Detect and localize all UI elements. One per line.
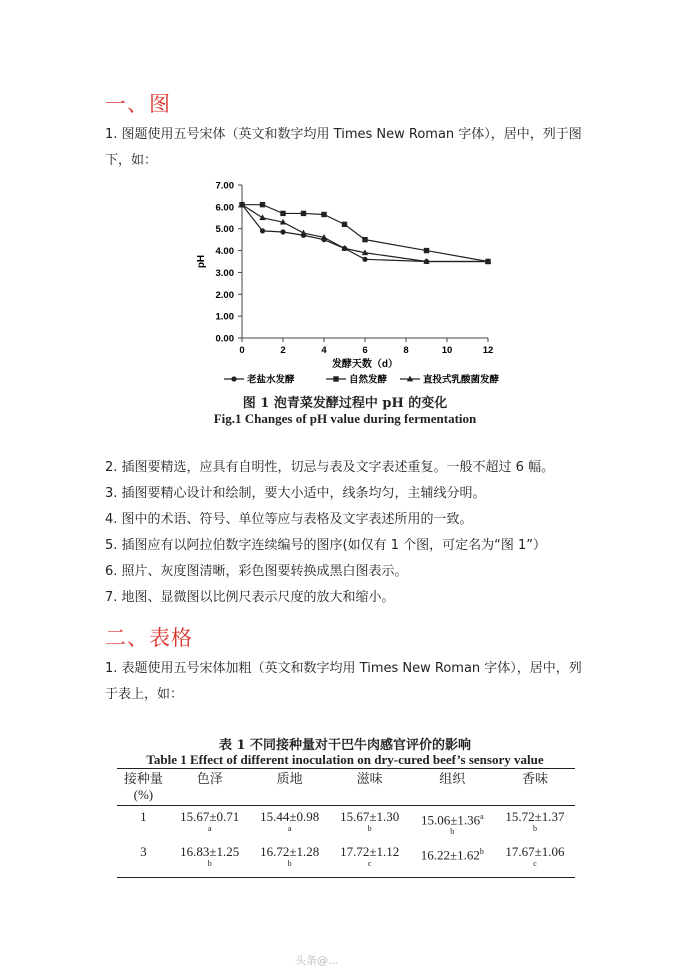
table-cell — [330, 841, 410, 877]
x-tick-label: 4 — [321, 345, 327, 356]
cell-subscript: b — [367, 824, 372, 833]
y-axis-label: pH — [196, 254, 207, 269]
table-cell — [170, 806, 250, 842]
data-point-square — [260, 202, 265, 207]
x-tick-label: 10 — [441, 345, 453, 356]
cell-value: 15.67±0.71 — [180, 809, 240, 824]
x-tick-label: 8 — [403, 345, 409, 356]
section-heading-tables: 二、表格 — [105, 626, 193, 650]
legend-label: 老盐水发酵 — [247, 374, 295, 386]
row-label: 3 — [140, 844, 147, 860]
cell-subscript: a — [207, 824, 212, 833]
figure-rule-4: 4. 图中的术语、符号、单位等应与表格及文字表述所用的一致。 — [105, 512, 473, 527]
table-cell — [495, 806, 575, 842]
table-cell — [250, 841, 330, 877]
y-tick-label: 2.00 — [215, 289, 234, 301]
row-label: 1 — [140, 809, 147, 824]
data-point-triangle — [300, 230, 306, 236]
cell-value: 15.44±0.98 — [260, 809, 320, 824]
figure-rule-6: 6. 照片、灰度图清晰，彩色图要转换成黑白图表示。 — [105, 564, 408, 579]
cell-subscript: c — [533, 859, 537, 869]
x-tick-label: 6 — [362, 345, 368, 356]
cell-value: 16.72±1.28 — [260, 844, 320, 860]
cell-value: 16.22±1.62 — [420, 847, 480, 863]
table-cell — [495, 841, 575, 877]
section-heading-figures: 一、图 — [105, 92, 171, 116]
data-point-circle — [231, 376, 236, 381]
table-row — [117, 841, 575, 877]
cell-value: 15.06±1.36 — [420, 812, 481, 828]
table-rule-1 — [105, 656, 585, 708]
data-point-square — [362, 237, 367, 242]
cell-value: 15.72±1.37 — [505, 809, 565, 824]
y-tick-label: 4.00 — [215, 246, 234, 258]
cell-subscript — [410, 863, 495, 873]
table-header-row — [117, 769, 575, 806]
y-tick-label: 6.00 — [215, 202, 234, 214]
data-point-square — [280, 211, 285, 216]
cell-subscript: b — [450, 827, 455, 837]
cell-value: 17.67±1.06 — [505, 844, 565, 860]
table-rule-1-line1: 1. 表题使用五号宋体加粗（英文和数字均用 Times New Roman 字体），居中，列 — [105, 661, 582, 676]
figure-rule-7: 7. 地图、显微图以比例尺表示尺度的放大和缩小。 — [105, 590, 395, 605]
sensory-table — [117, 768, 575, 878]
cell-subscript: b — [532, 824, 537, 833]
data-point-square — [342, 222, 347, 227]
data-point-square — [333, 376, 338, 381]
ph-line-chart — [190, 175, 520, 390]
table-row — [117, 806, 575, 842]
data-point-square — [424, 248, 429, 253]
cell-value: 15.67±1.30 — [340, 809, 400, 824]
y-tick-label: 1.00 — [215, 311, 234, 323]
figure-rule-3: 3. 插图要精心设计和绘制，要大小适中，线条均匀，主辅线分明。 — [105, 486, 486, 501]
figure-rule-1-line1: 1. 图题使用五号宋体（英文和数字均用 Times New Roman 字体），居中，列于图 — [105, 127, 582, 142]
x-tick-label: 0 — [239, 345, 245, 356]
table-cell — [330, 806, 410, 842]
data-point-square — [321, 212, 326, 217]
cell-value: 16.83±1.25 — [180, 844, 240, 860]
figure-rule-1 — [105, 122, 585, 174]
figure-rule-5: 5. 插图应有以阿拉伯数字连续编号的图序(如仅有 1 个图，可定名为“图 1”） — [105, 538, 547, 553]
data-point-square — [301, 211, 306, 216]
cell-value: 17.72±1.12 — [340, 844, 400, 860]
table-title-cn: 表 1 不同接种量对干巴牛肉感官评价的影响 — [218, 738, 472, 753]
table-title-en: Table 1 Effect of different inoculation on dry-cured beef’s sensory value — [146, 752, 544, 767]
cell-subscript: b — [207, 859, 212, 869]
y-tick-label: 3.00 — [215, 267, 234, 279]
legend-label: 自然发酵 — [349, 374, 388, 386]
y-tick-label: 7.00 — [215, 180, 234, 192]
x-tick-label: 12 — [482, 345, 494, 356]
figure-rule-1-line2: 下，如： — [105, 153, 158, 168]
figure-rules-list — [105, 455, 605, 611]
header-texture: 质地 — [276, 771, 303, 786]
x-axis-label: 发酵天数（d） — [331, 359, 399, 370]
chart-legend — [224, 374, 500, 386]
chart-ticks — [216, 181, 494, 357]
header-unit: (%) — [133, 787, 154, 802]
figure-caption-en: Fig.1 Changes of pH value during fermentation — [213, 411, 477, 426]
legend-label: 直投式乳酸菌发酵 — [423, 374, 500, 386]
cell-superscript: a — [480, 812, 484, 821]
y-tick-label: 0.00 — [215, 333, 234, 345]
table-cell — [410, 806, 495, 842]
cell-superscript: b — [479, 847, 484, 857]
header-label: 接种量 — [123, 771, 163, 786]
data-point-triangle — [259, 214, 265, 220]
header-color: 色泽 — [196, 771, 223, 786]
cell-subscript: a — [287, 824, 292, 833]
data-point-circle — [362, 257, 367, 262]
x-tick-label: 2 — [280, 345, 286, 356]
data-point-circle — [280, 229, 285, 234]
y-tick-label: 5.00 — [215, 224, 234, 236]
chart-series — [239, 201, 491, 264]
table-cell — [250, 806, 330, 842]
header-aroma: 香味 — [521, 771, 548, 786]
table-cell — [410, 841, 495, 877]
cell-subscript: b — [287, 859, 292, 869]
table-rule-1-line2: 于表上，如： — [105, 687, 184, 702]
header-taste: 滋味 — [356, 771, 383, 786]
cell-subscript: c — [367, 859, 372, 869]
header-tissue: 组织 — [439, 771, 466, 786]
data-point-circle — [260, 228, 265, 233]
watermark-text: 头条@... — [295, 954, 339, 967]
figure-rule-2: 2. 插图要精选，应具有自明性，切忌与表及文字表述重复。一般不超过 6 幅。 — [105, 460, 555, 475]
table-cell — [170, 841, 250, 877]
header-inoculation — [117, 769, 170, 806]
figure-caption-cn: 图 1 泡青菜发酵过程中 pH 的变化 — [242, 396, 448, 411]
